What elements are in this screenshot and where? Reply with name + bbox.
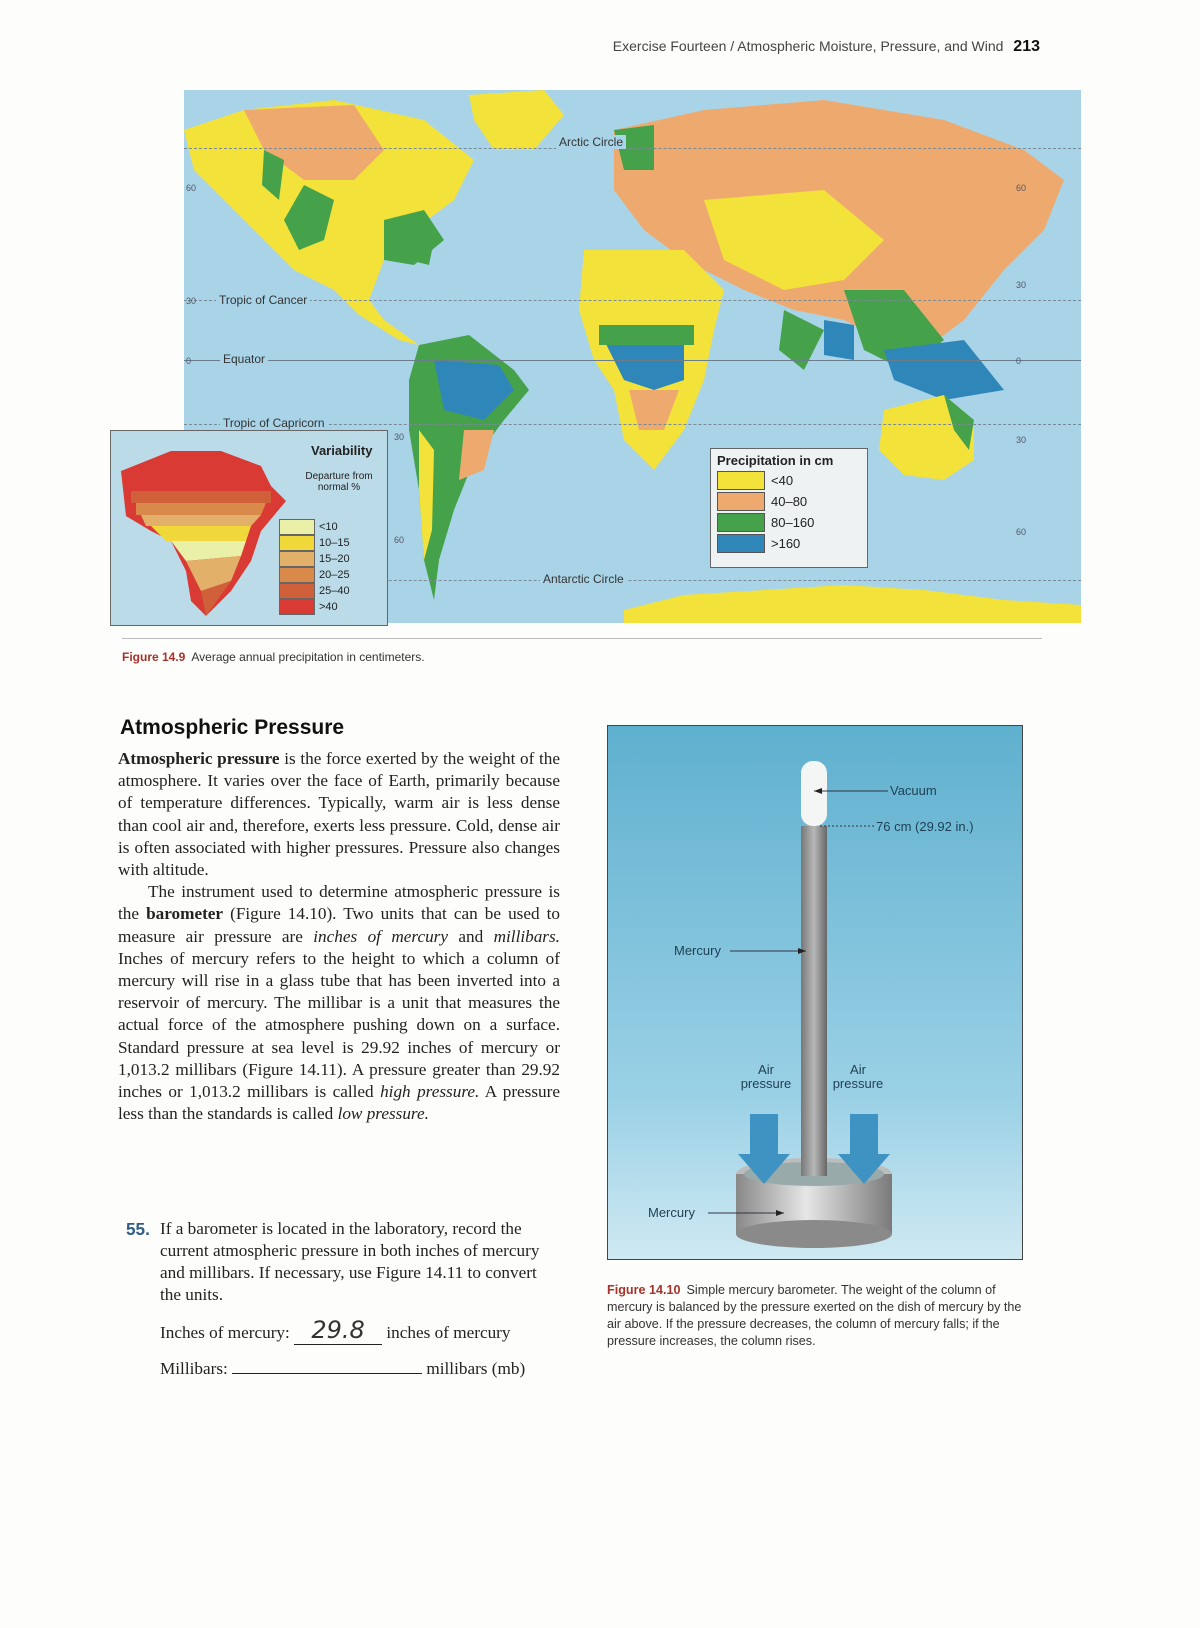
millibars-label: Millibars: [160,1359,228,1378]
legend-swatch [717,471,765,490]
variability-label: 25–40 [319,585,350,597]
variability-label: >40 [319,601,338,613]
degree-mark: 0 [186,356,192,366]
variability-item [279,599,338,615]
legend-swatch [717,492,765,511]
degree-mark: 60 [1016,183,1027,193]
paragraph-text: Inches of mercury refers to the height to which a column of mercury will rise in a glass tube that has been inverted into a reservoir of mercury. The millibar is a unit that measures the actual force of the atmosphere pushing down on a surface. Standard pressure at sea level is 29.92 inches of mercury or 1,013.2 millibars (Figure 14.11). A pressure greater than 29.92 inches or 1,013.2 millibars is called [118,948,560,1102]
variability-swatch [279,551,315,567]
variability-item [279,519,338,535]
caption-text: Simple mercury barometer. The weight of the column of mercury is balanced by the pressure exerted on the dish of mercury by the air above. If the pressure decreases, the column of mercury falls; if the pressure increases, the column rises. [607,1283,1022,1348]
tropic-capricorn-label: Tropic of Capricorn [220,416,328,430]
arctic-circle-label: Arctic Circle [556,135,626,149]
caption-text: Average annual precipitation in centimeters. [191,650,425,664]
emphasis: inches of mercury [313,926,448,946]
term: Atmospheric pressure [118,749,280,768]
paragraph-text: (Figure 14.10). Two units that can be used to measure air pressure are [118,904,560,946]
caption-rule [122,638,1042,639]
degree-mark: 30 [1016,280,1027,290]
variability-swatch [279,567,315,583]
legend-item [717,491,867,512]
equator-line [184,360,1081,361]
air-pressure-left-label: Air pressure [740,1062,792,1091]
antarctic-circle-label: Antarctic Circle [540,572,627,586]
inset-title: Variability [311,443,373,458]
page-number: 213 [1013,38,1040,55]
height-label: 76 cm (29.92 in.) [876,819,974,834]
paragraph [118,748,560,881]
figure-number: Figure 14.9 [122,650,186,664]
emphasis: low pressure. [337,1104,429,1124]
term: barometer [146,904,224,924]
variability-item [279,583,350,599]
air-pressure-right-label: Air pressure [832,1062,884,1091]
equator-label: Equator [220,352,268,366]
legend-swatch [717,534,765,553]
legend-item [717,533,867,554]
degree-mark: 0 [1016,356,1022,366]
paragraph-text: is the force exerted by the weight of the atmosphere. It varies over the face of Earth, primarily because of temperature differences. Typically, warm air is less dense than cool air and, therefore, exerts less pressure. Cold, dense air is often associated with higher pressures. Pressure also changes with altitude. [118,749,560,880]
figure-14-9-caption [122,650,425,664]
variability-swatch [279,535,315,551]
degree-mark: 30 [394,432,405,442]
variability-swatch [279,519,315,535]
running-title: Exercise Fourteen / Atmospheric Moisture, Pressure, and Wind [612,38,1004,54]
emphasis: high pressure. [380,1082,480,1102]
paragraph [118,881,560,1125]
variability-label: <10 [319,521,338,533]
precipitation-legend [710,448,868,568]
degree-mark: 60 [186,183,197,193]
emphasis: millibars. [493,926,560,946]
degree-mark: 30 [1016,435,1027,445]
legend-label: 40–80 [771,494,808,509]
running-header [613,38,1040,56]
legend-title: Precipitation in cm [717,453,834,468]
question-text: If a barometer is located in the laboratory, record the current atmospheric pressure in both inches of mercury and millibars. If necessary, use Figure 14.11 to convert the units. [160,1219,540,1304]
millibars-unit: millibars (mb) [426,1359,526,1378]
degree-mark: 60 [394,535,405,545]
legend-item [717,512,867,533]
tropic-cancer-label: Tropic of Cancer [216,293,310,307]
degree-mark: 60 [1016,527,1027,537]
inches-answer-row [160,1316,511,1345]
section-title: Atmospheric Pressure [120,716,345,739]
variability-item [279,567,350,583]
legend-label: <40 [771,473,794,488]
paragraph-text: and [447,926,494,946]
paragraph-text: A pressure less than the standards is called [118,1082,560,1124]
mercury-column-label: Mercury [674,943,721,958]
legend-item [717,470,867,491]
legend-label: >160 [771,536,801,551]
section-body [118,748,560,1125]
vacuum-label: Vacuum [890,783,937,798]
legend-label: 80–160 [771,515,815,530]
figure-14-10-caption [607,1282,1027,1350]
inches-field[interactable] [294,1316,382,1345]
question-55 [126,1218,560,1306]
variability-label: 15–20 [319,553,350,565]
variability-label: 20–25 [319,569,350,581]
millibars-answer-row [160,1355,525,1379]
variability-swatch [279,583,315,599]
millibars-field[interactable] [232,1355,422,1374]
barometer-figure [607,725,1023,1260]
africa-map [111,431,291,625]
question-number: 55. [126,1219,150,1239]
variability-item [279,551,350,567]
tropic-cancer-line [184,300,1081,301]
figure-number: Figure 14.10 [607,1283,681,1297]
inches-unit: inches of mercury [386,1323,511,1342]
paragraph-text: The instrument used to determine atmospheric pressure is the [118,882,560,924]
africa-variability-inset [110,430,388,626]
inches-label: Inches of mercury: [160,1323,290,1342]
legend-swatch [717,513,765,532]
variability-label: 10–15 [319,537,350,549]
variability-swatch [279,599,315,615]
barometer-illustration [608,726,1022,1259]
inches-handwritten-value: 29.8 [311,1316,365,1344]
mercury-dish-label: Mercury [648,1205,695,1220]
inset-subtitle: Departure from normal % [305,471,373,493]
variability-item [279,535,350,551]
degree-mark: 30 [186,296,197,306]
arctic-circle-line [184,148,1081,149]
